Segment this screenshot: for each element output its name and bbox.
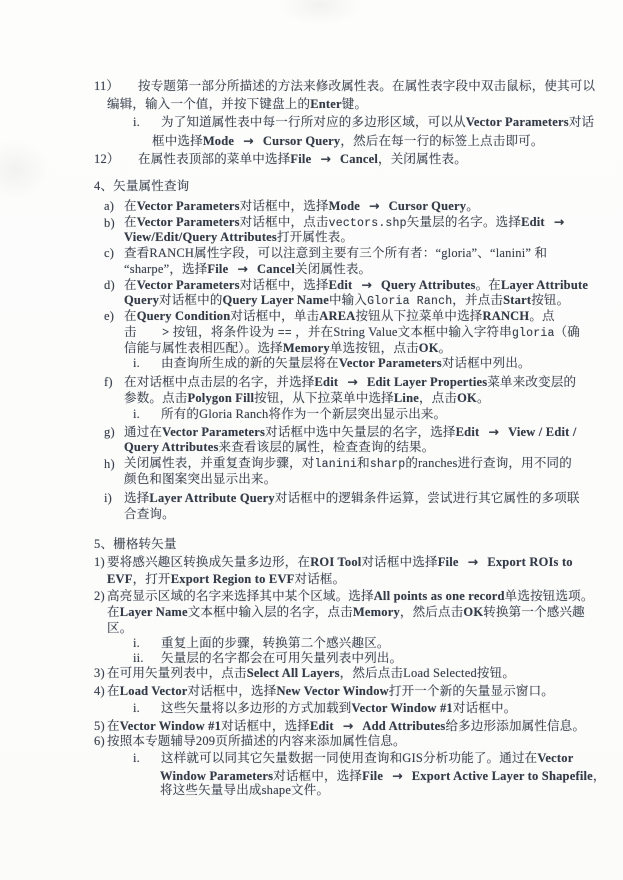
text-segment: File — [437, 555, 459, 569]
text-segment: 对话框。 — [294, 572, 346, 586]
text-segment: lanini — [314, 458, 358, 471]
text-segment: 按专题第一部分所描述的方法来修改属性表。在属性表字段中双击鼠标，使其可以 — [138, 79, 596, 93]
text-segment: Query Condition — [136, 309, 231, 323]
text-line — [133, 636, 390, 651]
text-segment: （确 — [554, 325, 580, 339]
text-segment: 打开属性表。 — [277, 230, 354, 244]
text-segment: Query Layer Name — [222, 293, 329, 307]
text-segment: 这样就可以同其它矢量数据一同使用查询和GIS分析功能了。通过在 — [161, 751, 538, 765]
text-line — [94, 554, 573, 570]
scan-smudge — [280, 0, 360, 25]
text-segment: Memory — [282, 341, 330, 355]
text-segment: Query Attributes — [124, 440, 219, 454]
text-segment: 通过在 — [124, 425, 163, 439]
text-segment: 。点 — [529, 309, 555, 323]
text-segment: 菜单来改变层的 — [487, 375, 577, 389]
text-segment: Vector — [537, 751, 574, 765]
text-segment: Vector Parameters — [465, 115, 569, 129]
text-segment: 的ranches进行查询，用不同的 — [405, 456, 572, 470]
text-segment: File — [362, 769, 384, 783]
list-marker: 4) — [94, 684, 105, 698]
text-segment: 和 — [357, 456, 370, 470]
text-segment: EVF — [107, 572, 133, 586]
list-marker: a) — [104, 199, 115, 213]
menu-arrow-icon: → — [553, 214, 565, 229]
text-segment: 对话框中，选择 — [221, 719, 310, 733]
text-segment: Vector Parameters — [162, 425, 266, 439]
list-marker: 11） — [94, 79, 120, 93]
text-segment: OK — [418, 341, 439, 355]
text-segment: 框中选择 — [152, 134, 203, 148]
text-segment: ， — [592, 769, 606, 783]
text-segment: Mode — [202, 134, 235, 148]
list-marker: 12） — [94, 152, 120, 166]
list-marker: 1) — [94, 555, 105, 569]
scan-smudge — [0, 140, 50, 200]
text-segment: Load Vector — [119, 684, 188, 698]
list-marker: i) — [104, 491, 113, 505]
text-line — [160, 783, 329, 798]
list-marker: i. — [133, 407, 140, 421]
text-segment: 对话框中，选择 — [273, 769, 363, 783]
list-marker: ii. — [133, 651, 144, 665]
text-line — [94, 151, 467, 167]
list-marker: i. — [133, 701, 140, 715]
text-segment: Cursor Query — [388, 199, 467, 213]
text-segment: Enter — [310, 97, 342, 111]
text-line — [152, 133, 544, 149]
text-segment: Layer Name — [119, 605, 188, 619]
menu-arrow-icon: → — [243, 133, 254, 148]
text-line — [124, 261, 371, 277]
text-segment: 对话框中选择 — [361, 555, 438, 569]
text-segment: Window Parameters — [160, 769, 274, 783]
list-marker: d) — [104, 278, 115, 292]
text-line — [94, 684, 554, 699]
text-segment: 4、矢量属性查询 — [94, 179, 190, 193]
text-segment: ，点击 — [418, 391, 458, 405]
text-line — [94, 666, 515, 681]
text-segment: 在 — [124, 278, 137, 292]
text-segment: 对话框中，单击 — [230, 309, 320, 323]
text-segment: 关闭属性表。 — [295, 262, 372, 276]
text-line — [133, 651, 402, 666]
text-line — [94, 734, 406, 749]
list-marker: e) — [104, 309, 115, 323]
text-segment: 对话框中的 — [159, 293, 223, 307]
menu-arrow-icon: → — [368, 198, 380, 213]
text-line — [133, 751, 573, 766]
text-segment: AREA — [319, 309, 356, 323]
text-segment: Add Attributes — [362, 719, 446, 733]
text-segment: == — [277, 327, 292, 340]
text-segment: 高亮显示区域的名字来选择其中某个区域。选择 — [107, 589, 374, 603]
text-segment: Vector Parameters — [136, 215, 240, 229]
text-segment: 对话框中，选择 — [239, 278, 329, 292]
text-segment: Polygon Fill — [187, 391, 255, 405]
text-segment: 来查看该层的属性，检查查询的结果。 — [218, 440, 435, 454]
list-marker: g) — [104, 425, 115, 439]
text-segment: Edit — [314, 375, 339, 389]
text-segment: Vector Parameters — [136, 199, 240, 213]
text-line — [107, 605, 585, 620]
text-segment: 转换第一个感兴趣 — [483, 605, 585, 619]
text-segment: 在可用矢量列表中，点击 — [107, 666, 247, 680]
text-line — [107, 621, 132, 636]
text-segment: vectors.shp — [328, 217, 407, 230]
text-segment: ，然后在每一行的标签上点击即可。 — [340, 134, 544, 148]
text-line — [104, 246, 547, 261]
text-segment: 矢量层的名字都会在可用矢量列表中列出。 — [161, 651, 403, 665]
text-line — [104, 214, 573, 231]
text-segment: 颜色和图案突出显示出来。 — [124, 472, 277, 486]
text-segment: Mode — [328, 199, 360, 213]
list-marker: i. — [133, 356, 140, 370]
text-segment: 在 — [107, 605, 120, 619]
menu-arrow-icon: → — [361, 277, 373, 292]
list-marker: i. — [133, 751, 140, 765]
text-segment: 由查询所生成的新的矢量层将在 — [161, 356, 339, 370]
text-line — [124, 440, 434, 455]
text-segment: 。 — [476, 391, 490, 405]
text-segment: > — [162, 325, 173, 339]
text-segment: gloria — [511, 327, 555, 340]
text-line — [104, 198, 479, 214]
list-marker: c) — [104, 246, 115, 260]
text-segment: All points as one record — [373, 589, 505, 603]
text-segment: ，然后点击 — [399, 605, 464, 619]
text-line — [94, 79, 595, 94]
text-line — [104, 309, 555, 324]
text-segment: 信能与属性表相匹配）。选择 — [124, 341, 283, 355]
text-segment: Edit — [328, 278, 353, 292]
list-marker: 2) — [94, 589, 105, 603]
text-segment: 文本框中输入层的名字，点击 — [187, 605, 353, 619]
text-line — [124, 230, 353, 245]
text-segment: File — [207, 262, 229, 276]
text-line — [94, 718, 585, 734]
menu-arrow-icon: → — [347, 374, 358, 389]
text-segment: 选择 — [124, 491, 150, 505]
text-line — [104, 374, 576, 390]
text-segment: 打开一个新的矢量显示窗口。 — [388, 684, 554, 698]
text-segment: 按钮从下拉菜单中选择 — [355, 309, 483, 323]
text-segment: ，并点击 — [452, 293, 504, 307]
text-line — [104, 424, 577, 440]
text-segment: 按钮，从下拉菜单中选择 — [254, 391, 394, 405]
text-segment: Edit Layer Properties — [366, 375, 488, 389]
text-segment: Cancel — [257, 262, 296, 276]
text-segment: 在属性表顶部的菜单中选择 — [138, 152, 291, 166]
list-marker: i. — [133, 115, 140, 129]
text-segment: Memory — [352, 605, 400, 619]
text-segment: RANCH — [482, 309, 530, 323]
text-line — [94, 537, 177, 552]
text-segment: Export ROIs to — [487, 555, 573, 569]
text-line — [124, 293, 569, 309]
text-segment: 对话框中的逻辑条件运算，尝试进行其它属性的多项联 — [274, 491, 580, 505]
text-segment: 对话框中，选择 — [187, 684, 277, 698]
text-line — [94, 179, 189, 194]
text-segment: 所有的Gloria Ranch将作为一个新层突出显示出来。 — [161, 407, 447, 421]
menu-arrow-icon: → — [320, 151, 332, 166]
text-segment: ，关闭属性表。 — [378, 152, 467, 166]
list-marker: b) — [104, 216, 115, 230]
text-segment: 。在 — [475, 278, 501, 292]
text-segment: New Vector Window — [276, 684, 389, 698]
text-segment: Query Attributes — [381, 278, 476, 292]
text-segment: 在 — [107, 684, 120, 698]
text-segment: Vector Window #1 — [119, 719, 222, 733]
text-segment: Query — [124, 293, 160, 307]
menu-arrow-icon: → — [467, 554, 479, 569]
text-segment: 单选按钮选项。 — [504, 589, 594, 603]
text-line — [133, 407, 446, 422]
text-segment: 将这些矢量导出成shape文件。 — [160, 783, 330, 797]
text-segment: Select All Layers — [246, 666, 340, 680]
text-line — [107, 97, 367, 112]
text-segment: Edit — [521, 215, 545, 229]
text-segment: 按照本专题辅导209页所描述的内容来添加属性信息。 — [107, 734, 406, 748]
text-segment: Edit — [309, 719, 334, 733]
text-line — [94, 589, 594, 604]
text-segment: 在对话框中点击层的名字，并选择 — [124, 375, 315, 389]
list-marker: 6) — [94, 734, 105, 748]
text-segment: 合查询。 — [124, 507, 175, 521]
text-segment: 在 — [124, 215, 137, 229]
text-segment: 重复上面的步骤，转换第二个感兴趣区。 — [161, 636, 390, 650]
menu-arrow-icon: → — [237, 261, 249, 276]
text-segment: Vector Window #1 — [351, 701, 453, 715]
text-segment: Export Active Layer to Shapefile — [411, 769, 593, 783]
text-segment: 按钮。 — [531, 293, 570, 307]
text-segment: 对话 — [568, 115, 595, 129]
text-line — [124, 472, 276, 487]
text-segment: 关闭属性表，并重复查询步骤，对 — [124, 456, 315, 470]
text-line — [124, 341, 451, 356]
text-segment: OK — [457, 391, 477, 405]
text-line — [133, 356, 531, 371]
text-segment: 对话框中。 — [452, 701, 517, 715]
text-segment: 对话框中，点击 — [239, 215, 329, 229]
text-segment: 编辑，输入一个值，并按下键盘上的 — [107, 97, 311, 111]
text-segment: View / Edit / — [508, 425, 577, 439]
text-segment: 单选按钮，点击 — [329, 341, 419, 355]
text-segment: 为了知道属性表中每一行所对应的多边形区域，可以从 — [161, 115, 466, 129]
text-line — [104, 277, 588, 293]
text-segment: ，打开 — [132, 572, 171, 586]
text-segment: 击 — [124, 325, 163, 339]
text-segment: sharp — [369, 458, 406, 471]
list-marker: f) — [104, 375, 113, 389]
menu-arrow-icon: → — [488, 424, 500, 439]
text-segment: Line — [393, 391, 419, 405]
text-segment: 要将感兴趣区转换成矢量多边形，在 — [107, 555, 311, 569]
text-segment: OK — [463, 605, 484, 619]
text-segment: 。 — [438, 341, 452, 355]
text-segment: File — [290, 152, 312, 166]
text-segment: Layer Attribute — [500, 278, 589, 292]
text-segment: ，然后点击Load Selected按钮。 — [339, 666, 516, 680]
text-segment: Vector Parameters — [338, 356, 442, 370]
list-marker: 5) — [94, 719, 105, 733]
text-segment: 对话框中，选择 — [239, 199, 329, 213]
text-segment: Vector Parameters — [136, 278, 240, 292]
text-segment: ，并在String Value文本框中输入字符串 — [291, 325, 512, 339]
text-line — [124, 391, 490, 406]
text-segment: Cursor Query — [262, 134, 341, 148]
list-marker: h) — [104, 457, 115, 471]
text-segment: 对话框中列出。 — [441, 356, 531, 370]
text-segment: 查看RANCH属性字段，可以注意到主要有三个所有者：“gloria”、“lanini” 和 — [124, 246, 548, 260]
text-segment: Cancel — [340, 152, 379, 166]
text-line — [107, 572, 345, 587]
text-segment: 这些矢量将以多边形的方式加载到 — [161, 701, 352, 715]
text-segment: 键。 — [341, 97, 368, 111]
text-segment: 对话框中选中矢量层的名字，选择 — [265, 425, 456, 439]
text-line — [160, 768, 606, 784]
text-segment: 。 — [466, 199, 479, 213]
menu-arrow-icon: → — [392, 768, 403, 783]
text-segment: Export Region to EVF — [170, 572, 295, 586]
text-segment: 在 — [124, 309, 137, 323]
text-line — [124, 507, 175, 522]
text-segment: 中输入 — [328, 293, 368, 307]
text-segment: 参数。点击 — [124, 391, 188, 405]
text-segment: 5、栅格转矢量 — [94, 537, 177, 551]
menu-arrow-icon: → — [342, 718, 354, 733]
text-line — [104, 491, 580, 506]
text-segment: Gloria Ranch — [367, 295, 453, 308]
text-line — [124, 325, 580, 341]
list-marker: i. — [133, 636, 140, 650]
text-segment: ROI Tool — [310, 555, 362, 569]
text-line — [133, 701, 516, 716]
text-segment: 矢量层的名字。选择 — [406, 215, 522, 229]
text-segment: Start — [503, 293, 532, 307]
text-line — [104, 456, 572, 472]
text-segment: 在 — [124, 199, 137, 213]
text-segment: View/Edit/Query Attributes — [124, 230, 277, 244]
text-segment: 按钮，将条件设为 — [172, 325, 278, 339]
text-segment: Layer Attribute Query — [149, 491, 275, 505]
text-segment: “sharpe”，选择 — [124, 262, 208, 276]
text-line — [133, 115, 594, 130]
text-segment: Edit — [455, 425, 480, 439]
text-segment: 在 — [107, 719, 120, 733]
text-segment: 给多边形添加属性信息。 — [445, 719, 586, 733]
text-segment: 区。 — [107, 621, 133, 635]
list-marker: 3) — [94, 666, 105, 680]
